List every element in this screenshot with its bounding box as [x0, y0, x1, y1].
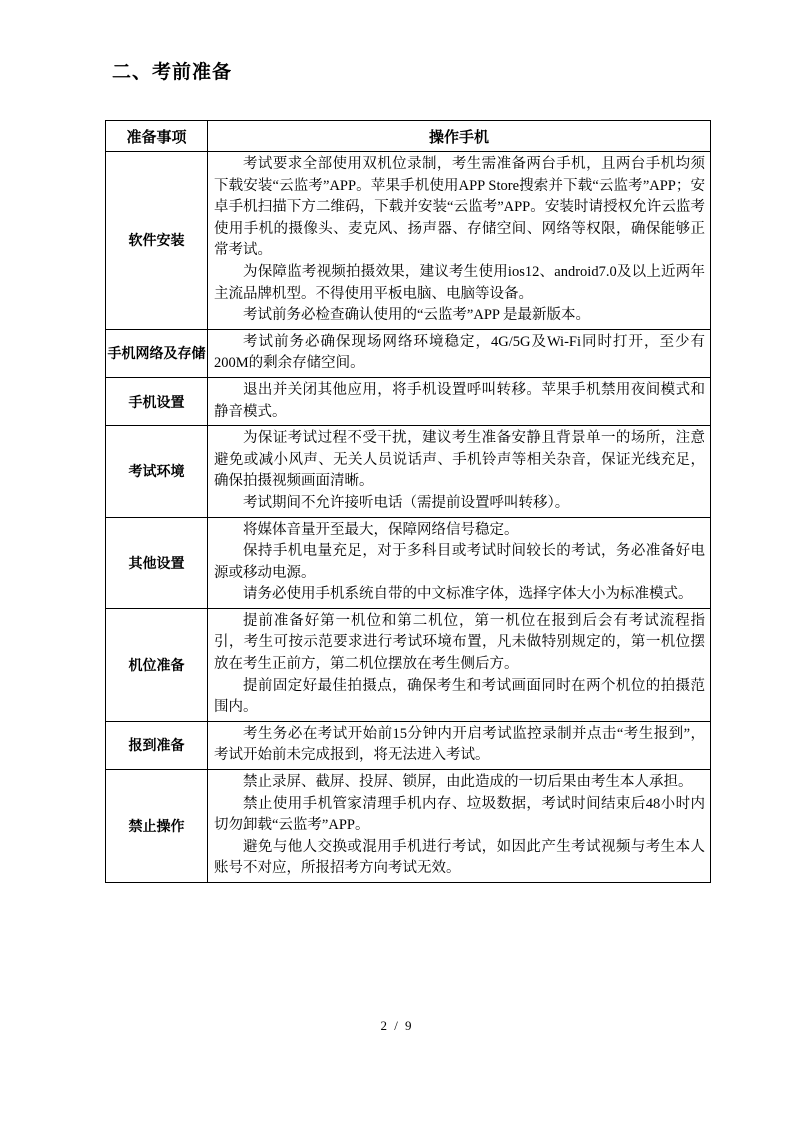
prep-item-label: 机位准备 — [106, 608, 208, 721]
page-number: 2 / 9 — [380, 1018, 414, 1033]
table-row — [106, 608, 711, 721]
operation-paragraph: 为保障监考视频拍摄效果，建议考生使用ios12、android7.0及以上近两年主流品牌机型。不得使用平板电脑、电脑等设备。 — [214, 263, 705, 302]
operation-cell — [208, 517, 711, 608]
table-body — [106, 152, 711, 883]
operation-cell — [208, 721, 711, 769]
operation-paragraph: 避免与他人交换或混用手机进行考试，如因此产生考试视频与考生本人账号不对应，所报招考方向考试无效。 — [214, 838, 705, 877]
table-row — [106, 426, 711, 517]
operation-paragraph: 考试前务必检查确认使用的“云监考”APP 是最新版本。 — [243, 307, 591, 324]
operation-paragraph: 禁止录屏、截屏、投屏、锁屏，由此造成的一切后果由考生本人承担。 — [243, 774, 693, 791]
prep-item-label: 报到准备 — [106, 721, 208, 769]
prep-item-label: 考试环境 — [106, 426, 208, 517]
prep-item-label: 手机网络及存储 — [106, 329, 208, 377]
table-row — [106, 721, 711, 769]
operation-cell — [208, 152, 711, 330]
table-row — [106, 329, 711, 377]
section-title: 二、考前准备 — [112, 62, 233, 83]
table-row — [106, 377, 711, 425]
operation-paragraph: 考试期间不允许接听电话（需提前设置呼叫转移）。 — [243, 494, 570, 511]
operation-cell — [208, 426, 711, 517]
operation-cell — [208, 608, 711, 721]
operation-paragraph: 考试前务必确保现场网络环境稳定，4G/5G及Wi-Fi同时打开，至少有200M的剩余存储空间。 — [214, 333, 705, 372]
operation-paragraph: 考生务必在考试开始前15分钟内开启考试监控录制并点击“考生报到”，考试开始前未完成报到，将无法进入考试。 — [214, 725, 705, 764]
operation-paragraph: 退出并关闭其他应用，将手机设置呼叫转移。苹果手机禁用夜间模式和静音模式。 — [214, 381, 705, 420]
table-row — [106, 517, 711, 608]
preparation-table — [105, 120, 711, 883]
table-row — [106, 152, 711, 330]
operation-paragraph: 提前固定好最佳拍摄点，确保考生和考试画面同时在两个机位的拍摄范围内。 — [214, 677, 705, 716]
operation-paragraph: 请务必使用手机系统自带的中文标准字体，选择字体大小为标准模式。 — [243, 586, 693, 603]
operation-paragraph: 提前准备好第一机位和第二机位，第一机位在报到后会有考试流程指引，考生可按示范要求进行考试环境布置，凡未做特别规定的，第一机位摆放在考生正前方，第二机位摆放在考生侧后方。 — [214, 612, 705, 673]
prep-item-label: 软件安装 — [106, 152, 208, 330]
table-header-row — [106, 121, 711, 152]
header-operate-phone: 操作手机 — [208, 121, 711, 152]
operation-paragraph: 禁止使用手机管家清理手机内存、垃圾数据，考试时间结束后48小时内切勿卸载“云监考”APP。 — [214, 795, 705, 834]
prep-item-label: 手机设置 — [106, 377, 208, 425]
operation-cell — [208, 377, 711, 425]
operation-paragraph: 考试要求全部使用双机位录制，考生需准备两台手机，且两台手机均须下载安装“云监考”APP。苹果手机使用APP Store搜索并下载“云监考”APP；安卓手机扫描下方二维码，下载并安装“云监考”APP。安装时请授权允许云监考使用手机的摄像头、麦克风、扬声器、存储空间、网络等权限，确保能够正常考试。 — [214, 156, 705, 259]
prep-item-label: 其他设置 — [106, 517, 208, 608]
operation-cell — [208, 770, 711, 883]
header-prep-item: 准备事项 — [106, 121, 208, 152]
operation-paragraph: 保持手机电量充足，对于多科目或考试时间较长的考试，务必准备好电源或移动电源。 — [214, 543, 705, 581]
prep-item-label: 禁止操作 — [106, 770, 208, 883]
operation-paragraph: 将媒体音量开至最大，保障网络信号稳定。 — [243, 521, 519, 538]
operation-paragraph: 为保证考试过程不受干扰，建议考生准备安静且背景单一的场所，注意避免或减小风声、无关人员说话声、手机铃声等相关杂音，保证光线充足，确保拍摄视频画面清晰。 — [214, 430, 705, 490]
table-row — [106, 770, 711, 883]
operation-cell — [208, 329, 711, 377]
